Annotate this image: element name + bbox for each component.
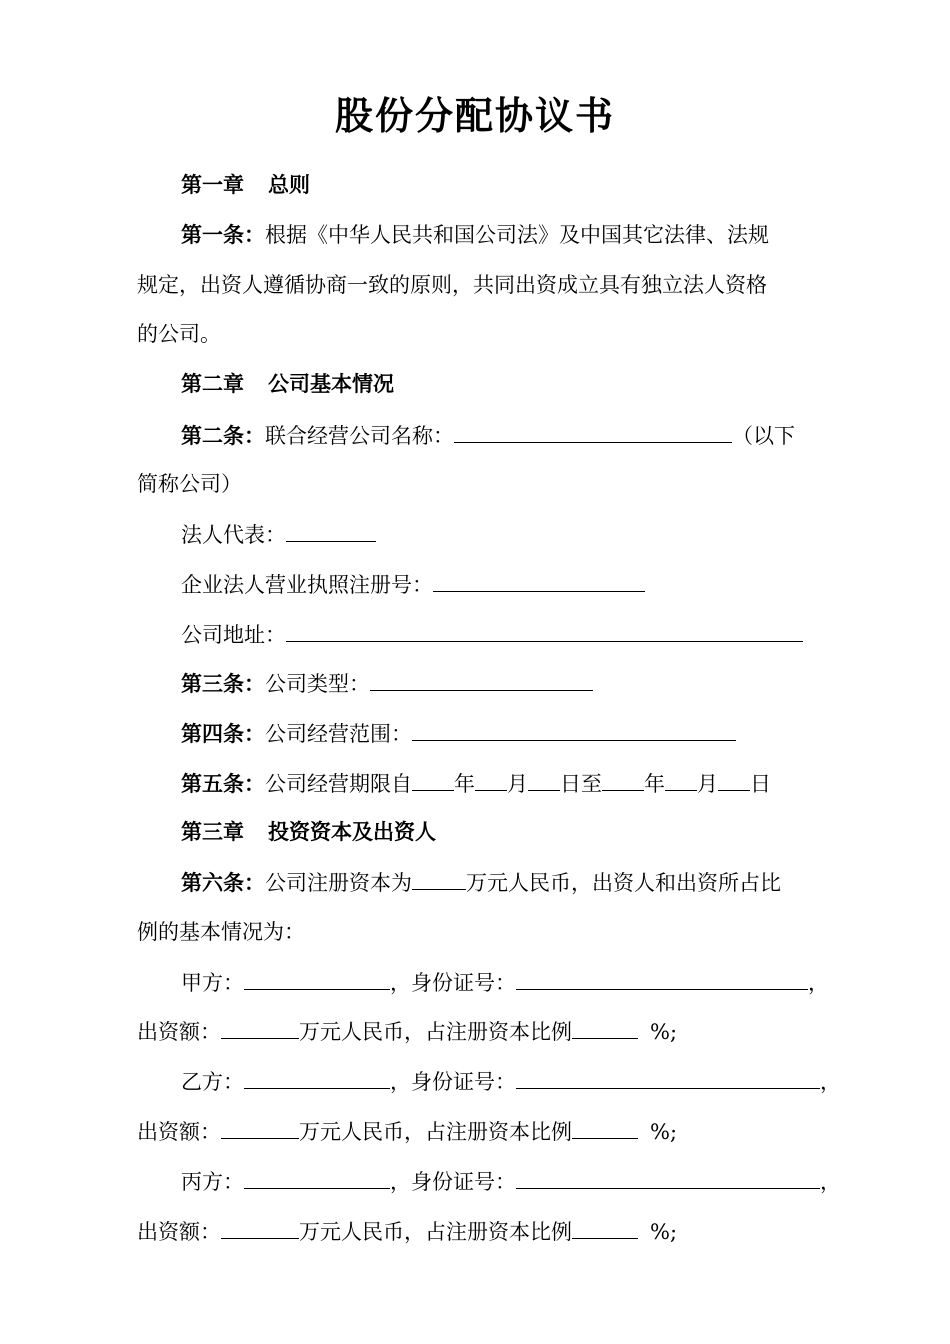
end-year-unit: 年 [644, 772, 665, 796]
end-day-field[interactable] [718, 768, 750, 791]
license-line [181, 569, 821, 600]
party-b-amount-label: 出资额： [137, 1120, 221, 1144]
start-month-unit: 月 [507, 772, 528, 796]
party-c-line [181, 1166, 841, 1197]
chapter-1-number: 第一章 [181, 172, 244, 197]
chapter-3-heading [181, 817, 821, 847]
party-c-amount-label: 出资额： [137, 1220, 221, 1244]
party-a-line [181, 967, 829, 998]
party-b-id-field[interactable] [516, 1066, 820, 1089]
chapter-3-number: 第三章 [181, 819, 244, 844]
article-5-label: 第五条： [181, 771, 265, 796]
party-a-id-label: ，身份证号： [390, 971, 516, 995]
party-a-unit: 万元人民币，占注册资本比例 [299, 1020, 572, 1044]
party-a-amount-field[interactable] [221, 1016, 299, 1039]
article-6-line-1 [181, 867, 821, 898]
address-field[interactable] [286, 619, 803, 642]
start-year-unit: 年 [454, 772, 475, 796]
party-a-label: 甲方： [181, 971, 244, 995]
start-day-to: 日至 [560, 772, 602, 796]
party-c-unit: 万元人民币，占注册资本比例 [299, 1220, 572, 1244]
address-label: 公司地址： [181, 623, 286, 647]
article-3-label: 第三条： [181, 671, 265, 696]
legal-rep-label: 法人代表： [181, 523, 286, 547]
party-c-label: 丙方： [181, 1170, 244, 1194]
article-4-text: 公司经营范围： [265, 722, 412, 746]
party-c-amount-field[interactable] [221, 1216, 299, 1239]
article-1-line-1 [181, 220, 821, 250]
party-b-amount-field[interactable] [221, 1116, 299, 1139]
party-b-amount-line [137, 1116, 817, 1147]
party-b-id-label: ，身份证号： [390, 1070, 516, 1094]
article-3-text: 公司类型： [265, 672, 370, 696]
chapter-3-name: 投资资本及出资人 [268, 819, 436, 844]
article-4-label: 第四条： [181, 721, 265, 746]
article-2-line-2: 简称公司） [137, 472, 242, 496]
article-2-label: 第二条： [181, 423, 265, 448]
registered-capital-field[interactable] [412, 867, 466, 890]
chapter-2-name: 公司基本情况 [268, 371, 394, 396]
party-a-amount-label: 出资额： [137, 1020, 221, 1044]
article-1-line-3: 的公司。 [137, 322, 221, 346]
business-scope-field[interactable] [412, 718, 736, 741]
article-6-label: 第六条： [181, 870, 265, 895]
start-month-field[interactable] [475, 768, 507, 791]
party-b-line [181, 1066, 841, 1097]
article-3-line [181, 668, 821, 699]
party-c-id-field[interactable] [516, 1166, 820, 1189]
party-b-unit: 万元人民币，占注册资本比例 [299, 1120, 572, 1144]
party-c-name-field[interactable] [244, 1166, 390, 1189]
end-year-field[interactable] [602, 768, 644, 791]
party-b-label: 乙方： [181, 1070, 244, 1094]
company-name-field[interactable] [454, 420, 732, 443]
chapter-1-heading [181, 170, 821, 200]
party-c-comma: ， [820, 1170, 841, 1194]
article-2-suffix: （以下 [732, 424, 795, 448]
party-a-amount-line [137, 1016, 817, 1047]
article-1-label: 第一条： [181, 222, 265, 247]
chapter-2-heading [181, 369, 821, 399]
party-c-amount-line [137, 1216, 817, 1247]
start-year-field[interactable] [412, 768, 454, 791]
party-a-id-field[interactable] [516, 967, 808, 990]
article-6-text-2: 万元人民币，出资人和出资所占比 [466, 871, 781, 895]
article-4-line [181, 718, 821, 749]
end-day-unit: 日 [750, 772, 771, 796]
legal-rep-field[interactable] [286, 519, 376, 542]
article-2-line-1 [181, 420, 821, 451]
party-b-pct: %; [650, 1120, 678, 1144]
party-c-id-label: ，身份证号： [390, 1170, 516, 1194]
article-1-text: 根据《中华人民共和国公司法》及中国其它法律、法规 [265, 223, 769, 247]
party-c-pct-field[interactable] [572, 1216, 638, 1239]
party-b-comma: ， [820, 1070, 841, 1094]
address-line [181, 619, 821, 650]
document-title: 股份分配协议书 [334, 93, 615, 138]
article-1-line-2: 规定，出资人遵循协商一致的原则，共同出资成立具有独立法人资格 [137, 273, 767, 297]
party-c-pct: %; [650, 1220, 678, 1244]
party-a-comma: ， [808, 971, 829, 995]
license-field[interactable] [433, 569, 645, 592]
start-day-field[interactable] [528, 768, 560, 791]
article-5-line [181, 768, 821, 799]
party-a-name-field[interactable] [244, 967, 390, 990]
party-b-pct-field[interactable] [572, 1116, 638, 1139]
license-label: 企业法人营业执照注册号： [181, 573, 433, 597]
end-month-unit: 月 [697, 772, 718, 796]
party-a-pct-field[interactable] [572, 1016, 638, 1039]
party-b-name-field[interactable] [244, 1066, 390, 1089]
article-6-text-1: 公司注册资本为 [265, 871, 412, 895]
end-month-field[interactable] [665, 768, 697, 791]
legal-rep-line [181, 519, 821, 550]
article-2-text: 联合经营公司名称： [265, 424, 454, 448]
article-6-line-2: 例的基本情况为： [137, 920, 305, 944]
party-a-pct: %; [650, 1020, 678, 1044]
article-5-text: 公司经营期限自 [265, 772, 412, 796]
chapter-1-name: 总则 [268, 172, 310, 197]
company-type-field[interactable] [370, 668, 593, 691]
chapter-2-number: 第二章 [181, 371, 244, 396]
